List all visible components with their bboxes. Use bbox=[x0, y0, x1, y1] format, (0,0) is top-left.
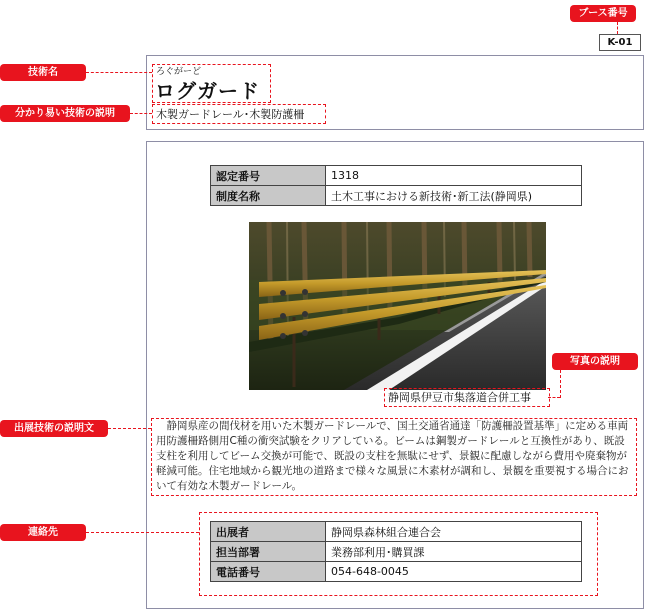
cert-key: 認定番号 bbox=[211, 166, 326, 186]
table-row bbox=[211, 186, 582, 206]
contact-value: 054-648-0045 bbox=[326, 562, 582, 582]
cert-value: 1318 bbox=[326, 166, 582, 186]
table-row bbox=[211, 166, 582, 186]
photo-desc-leader-h bbox=[548, 397, 560, 398]
certification-table bbox=[210, 165, 582, 206]
photo-desc-leader bbox=[560, 370, 561, 398]
table-row bbox=[211, 562, 582, 582]
tech-name-leader bbox=[86, 72, 152, 73]
cert-value: 土木工事における新技術･新工法(静岡県) bbox=[326, 186, 582, 206]
booth-number: K-01 bbox=[599, 34, 641, 51]
table-row bbox=[211, 522, 582, 542]
contact-key: 電話番号 bbox=[211, 562, 326, 582]
contact-label: 連絡先 bbox=[0, 524, 86, 541]
booth-leader bbox=[617, 22, 618, 34]
tech-name-label: 技術名 bbox=[0, 64, 86, 81]
contact-value: 業務部利用･購買課 bbox=[326, 542, 582, 562]
exhibit-desc-leader bbox=[108, 428, 151, 429]
table-row bbox=[211, 542, 582, 562]
booth-number-label: ブース番号 bbox=[570, 5, 636, 22]
easy-desc-label: 分かり易い技術の説明 bbox=[0, 105, 130, 122]
contact-leader bbox=[86, 532, 199, 533]
page-title: ログガード bbox=[155, 79, 260, 103]
contact-key: 出展者 bbox=[211, 522, 326, 542]
guardrail-photo-image bbox=[249, 222, 546, 390]
cert-key: 制度名称 bbox=[211, 186, 326, 206]
easy-desc-leader bbox=[130, 113, 152, 114]
contact-key: 担当部署 bbox=[211, 542, 326, 562]
photo-desc-label: 写真の説明 bbox=[552, 353, 638, 370]
product-photo bbox=[249, 222, 546, 390]
contact-table bbox=[210, 521, 582, 582]
photo-caption: 静岡県伊豆市集落道合併工事 bbox=[388, 391, 531, 404]
exhibit-desc-label: 出展技術の説明文 bbox=[0, 420, 108, 437]
description-text: 静岡県産の間伐材を用いた木製ガードレールで、国土交通省通達「防護柵設置基準」に定める車両用防護柵路側用C種の衝突試験をクリアしている。ビームは鋼製ガードレールと互換性があり、既設支柱を利用してビーム交換が可能で、既設の支柱を無駄にせず、景観に配慮しながら費用や廃棄物が軽減可能。住宅地域から観光地の道路まで様々な風景に木素材が調和し、景観を重要視する場合において有効な木製ガードレール。 bbox=[156, 420, 629, 492]
subtitle: 木製ガードレール･木製防護柵 bbox=[156, 108, 305, 121]
contact-value: 静岡県森林組合連合会 bbox=[326, 522, 582, 542]
furigana: ろぐがーど bbox=[156, 67, 202, 77]
